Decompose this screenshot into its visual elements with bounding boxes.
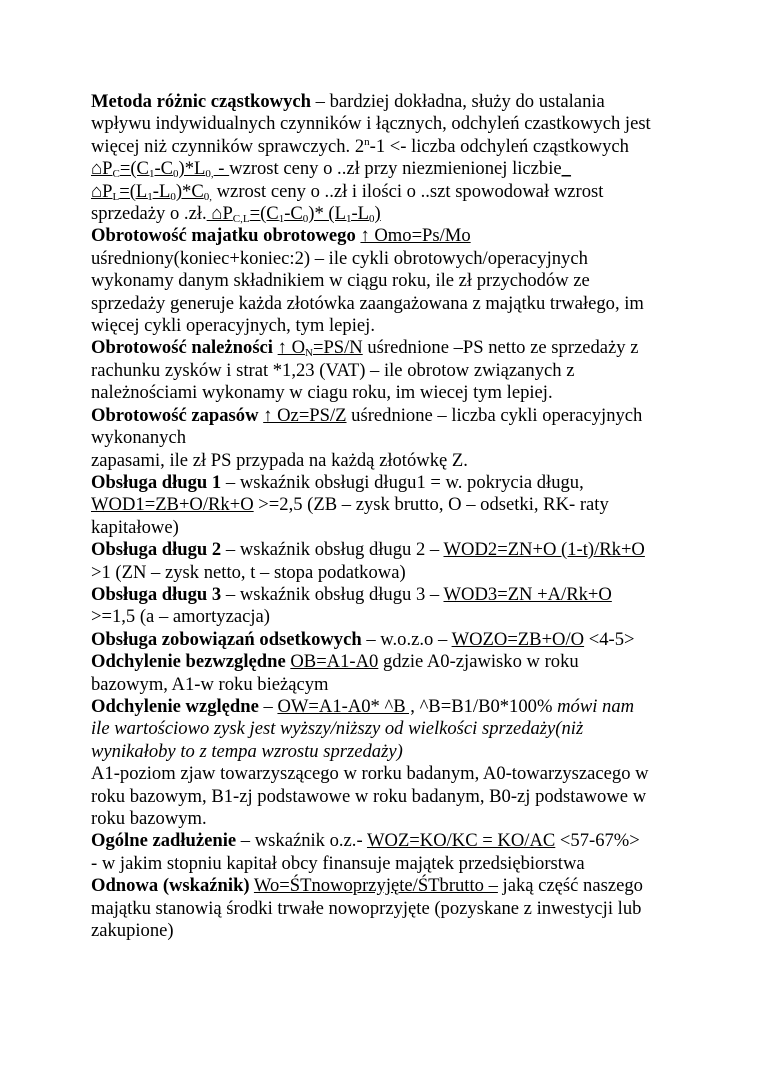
text: <4-5>	[584, 628, 635, 650]
text: jaką część naszego	[497, 875, 643, 897]
text: należnościami wykonamy w ciagu roku, im wiecej tym lepiej.	[91, 382, 553, 404]
text: wzrost ceny o ..zł i ilości o ..szt spowodował wzrost	[211, 180, 604, 202]
paragraph-line	[91, 763, 711, 785]
paragraph-line	[91, 181, 711, 203]
text: wykonanych	[91, 427, 187, 449]
text: >=2,5 (ZB – zysk brutto, O – odsetki, RK- raty	[253, 494, 609, 516]
text: sprzedaży generuje każda złotówka zaangażowana z majątku trwałego, im	[91, 292, 644, 314]
formula: WOZ=KO/KC = KO/AC	[366, 830, 556, 852]
paragraph-line	[91, 875, 711, 897]
formula: ↑ Omo=Ps/Mo	[360, 225, 471, 247]
text: – bardziej dokładna, służy do ustalania	[310, 91, 605, 112]
formula: OB=A1-A0	[290, 651, 379, 673]
paragraph-line	[91, 248, 711, 270]
text: bazowym, A1-w roku bieżącym	[91, 673, 329, 695]
paragraph-line	[91, 920, 711, 942]
text: _	[561, 158, 571, 180]
text: wpływu indywidualnych czynników i łącznych, odchyleń czastkowych jest	[91, 113, 651, 135]
term-heading: Odchylenie względne	[91, 695, 259, 717]
formula: WOZO=ZB+O/O	[451, 628, 585, 650]
formula: ↑ Oz=PS/Z	[263, 404, 347, 426]
text: majątku stanowią środki trwałe nowoprzyjęte (pozyskane z inwestycji lub	[91, 897, 642, 919]
paragraph-line	[91, 494, 711, 516]
text: gdzie A0-zjawisko w roku	[378, 651, 579, 673]
term-heading: Odchylenie bezwzględne	[91, 651, 286, 673]
text: A1-poziom zjaw towarzyszącego w rorku badanym, A0-towarzyszacego w	[91, 763, 649, 785]
text: zakupione)	[91, 920, 174, 942]
paragraph-line	[91, 674, 711, 696]
paragraph-line	[91, 539, 711, 561]
italic-text: mówi nam	[557, 695, 635, 717]
term-heading: Ogólne zadłużenie	[91, 830, 237, 852]
formula: ↑ $O_N=PS/N$	[277, 337, 363, 360]
text: więcej cykli operacyjnych, tym lepiej.	[91, 315, 375, 337]
text: – wskaźnik obsług długu 3 –	[221, 583, 444, 605]
text: -1 <- liczba odchyleń cząstkowych	[369, 135, 629, 157]
text: uśrednione –PS netto ze sprzedaży z	[362, 337, 639, 359]
term-heading: Obsługa długu 2	[91, 539, 222, 561]
text: – wskaźnik obsług długu 2 –	[221, 539, 444, 561]
text: roku bazowym.	[91, 808, 207, 829]
paragraph-line	[91, 136, 711, 158]
italic-text: wynikałoby to z tempa wzrostu sprzedaży)	[91, 740, 403, 762]
paragraph-line	[91, 696, 711, 718]
paragraph-line	[91, 808, 711, 830]
term-heading: Odnowa (wskaźnik)	[91, 875, 250, 897]
paragraph-line	[91, 405, 711, 427]
paragraph-line	[91, 450, 711, 472]
formula: WOD2=ZN+O (1-t)/Rk+O	[443, 539, 645, 561]
text: zapasami, ile zł PS przypada na każdą złotówkę Z.	[91, 449, 468, 471]
term-heading: Metoda różnic cząstkowych	[91, 91, 311, 112]
term-heading: Obsługa długu 3	[91, 583, 222, 605]
paragraph-line	[91, 293, 711, 315]
document-page	[91, 91, 711, 942]
paragraph-line	[91, 741, 711, 763]
text: wykonamy danym składnikiem w ciągu roku, ile zł przychodów ze	[91, 270, 590, 292]
paragraph-line	[91, 718, 711, 740]
text: – wskaźnik obsługi długu1 = w. pokrycia długu,	[221, 471, 584, 493]
formula: WOD3=ZN +A/Rk+O	[443, 583, 612, 605]
term-heading: Obrotowość zapasów	[91, 404, 259, 426]
text: – w.o.z.o –	[361, 628, 452, 650]
paragraph-line	[91, 91, 711, 113]
formula: $⌂P_{C,L}=(C_1-C_0)*$ $(L_1-L_0)$	[206, 203, 381, 226]
paragraph-line	[91, 360, 711, 382]
text: <57-67%>	[555, 830, 640, 852]
paragraph-line	[91, 203, 711, 225]
paragraph-line	[91, 158, 711, 180]
paragraph-line	[91, 584, 711, 606]
superscript: n	[364, 135, 370, 148]
paragraph-line	[91, 562, 711, 584]
paragraph-line	[91, 606, 711, 628]
paragraph-line	[91, 315, 711, 337]
formula: OW=A1-A0* ^B ,	[277, 695, 415, 717]
formula: Wo=ŚTnowoprzyjęte/ŚTbrutto –	[253, 875, 498, 897]
paragraph-line	[91, 830, 711, 852]
term-heading: Obrotowość należności	[91, 337, 273, 359]
text: –	[258, 695, 278, 717]
italic-text: ile wartościowo zysk jest wyższy/niższy od wielkości sprzedaży(niż	[91, 718, 584, 740]
text: ^B=B1/B0*100%	[414, 695, 558, 717]
paragraph-line	[91, 382, 711, 404]
paragraph-line	[91, 472, 711, 494]
term-heading: Obsługa długu 1	[91, 471, 222, 493]
paragraph-line	[91, 651, 711, 673]
text: - w jakim stopniu kapitał obcy finansuje majątek przedsiębiorstwa	[91, 852, 585, 874]
formula: $⌂P_L=(L_1-L_0)*C_{0,}$	[91, 180, 212, 203]
paragraph-line	[91, 113, 711, 135]
text: roku bazowym, B1-zj podstawowe w roku badanym, B0-zj podstawowe w	[91, 785, 647, 807]
paragraph-line	[91, 853, 711, 875]
paragraph-line	[91, 629, 711, 651]
text: uśredniony(koniec+koniec:2) – ile cykli obrotowych/operacyjnych	[91, 247, 588, 269]
term-heading: Obsługa zobowiązań odsetkowych	[91, 628, 362, 650]
paragraph-line	[91, 427, 711, 449]
text: >1 (ZN – zysk netto, t – stopa podatkowa)	[91, 561, 406, 583]
text: >=1,5 (a – amortyzacja)	[91, 606, 270, 628]
paragraph-line	[91, 225, 711, 247]
formula: WOD1=ZB+O/Rk+O	[91, 494, 254, 516]
paragraph-line	[91, 270, 711, 292]
paragraph-line	[91, 337, 711, 359]
text: rachunku zysków i strat *1,23 (VAT) – ile obrotow związanych z	[91, 359, 575, 381]
text: uśrednione – liczba cykli operacyjnych	[346, 404, 643, 426]
paragraph-line	[91, 786, 711, 808]
text: więcej niż czynników sprawczych. 2	[91, 135, 365, 157]
text: – wskaźnik o.z.-	[236, 830, 367, 852]
paragraph-line	[91, 517, 711, 539]
paragraph-line	[91, 898, 711, 920]
term-heading: Obrotowość majatku obrotowego	[91, 225, 356, 247]
text: kapitałowe)	[91, 516, 179, 538]
formula: $⌂P_C=(C_1-C_0)*L_{0,}$ -	[91, 158, 230, 181]
text: wzrost ceny o ..zł przy niezmienionej liczbie	[229, 158, 562, 180]
text: sprzedaży o .zł.	[91, 203, 207, 225]
